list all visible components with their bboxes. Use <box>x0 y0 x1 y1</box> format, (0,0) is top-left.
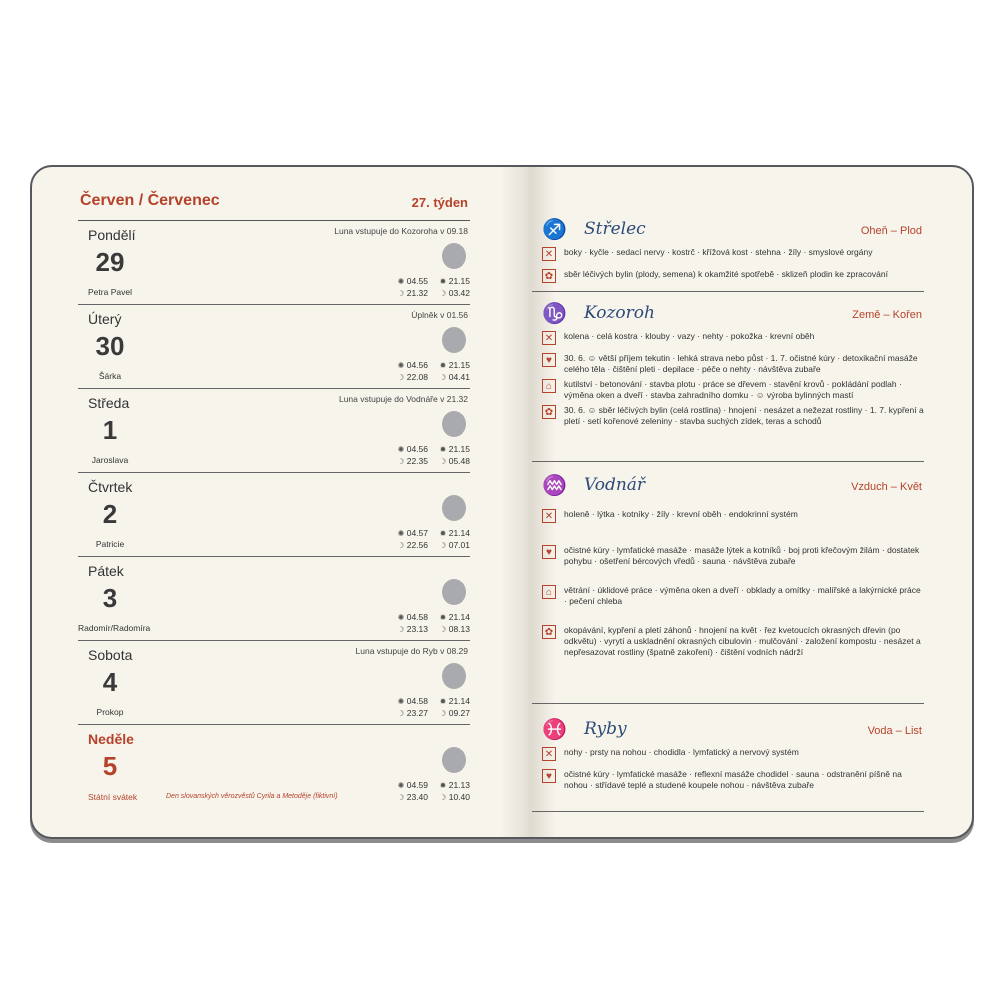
day-number: 1 <box>102 415 118 445</box>
zodiac-line-text: větrání · úklidové práce · výměna oken a dveří · obklady a omítky · malířské a lakýrnické práce · pečení chleba <box>564 585 921 606</box>
moonrise-time <box>430 288 470 298</box>
zodiac-line-text: nohy · prsty na nohou · chodidla · lymfatický a nervový systém <box>564 747 799 757</box>
moon-icon: ☽ <box>397 541 405 550</box>
sun-moon-times <box>388 612 470 636</box>
sun-moon-times <box>388 360 470 384</box>
moonrise-value: 08.13 <box>448 624 470 634</box>
zodiac-sign-icon: ♒ <box>542 475 567 497</box>
body-icon: ✕ <box>542 509 556 523</box>
sunset-value: 21.15 <box>448 360 470 370</box>
moonset-value: 22.08 <box>406 372 428 382</box>
sun-times-row <box>388 444 470 456</box>
holiday-label: Státní svátek <box>88 792 138 802</box>
moon-times-row <box>388 372 470 384</box>
sun-moon-times <box>388 696 470 720</box>
sun-icon: ✹ <box>439 529 447 538</box>
day-entry <box>78 641 470 725</box>
sunrise-value: 04.55 <box>406 276 428 286</box>
moonrise-value: 03.42 <box>448 288 470 298</box>
day-name: Čtvrtek <box>88 479 133 495</box>
zodiac-title <box>532 219 924 243</box>
sun-moon-times <box>388 444 470 468</box>
sunrise-time <box>388 360 428 370</box>
moonrise-time <box>430 456 470 466</box>
moon-icon: ☽ <box>439 289 447 298</box>
day-entry <box>78 725 470 808</box>
moonrise-time <box>430 540 470 550</box>
zodiac-line <box>542 353 924 375</box>
sunrise-time <box>388 780 428 790</box>
name-day: Šárka <box>98 371 122 381</box>
zodiac-line <box>542 585 924 607</box>
moon-times-row <box>388 624 470 636</box>
full-moon-icon <box>442 411 466 437</box>
moon-icon: ☽ <box>397 709 405 718</box>
house-icon: ⌂ <box>542 379 556 393</box>
day-name: Sobota <box>88 647 133 663</box>
moonrise-value: 07.01 <box>448 540 470 550</box>
moonrise-value: 05.48 <box>448 456 470 466</box>
sunrise-value: 04.59 <box>406 780 428 790</box>
zodiac-line-text: 30. 6. ☺ sběr léčivých bylin (celá rostlina) · hnojení · nesázet a nežezat rostliny · 1. 7. kypření a pletí · setí kořenové zeleniny · stavba suchých zídek, teras a schodů <box>564 405 924 426</box>
sunset-value: 21.13 <box>448 780 470 790</box>
sun-icon: ✺ <box>397 361 405 370</box>
moon-icon: ☽ <box>439 457 447 466</box>
moonset-value: 22.56 <box>406 540 428 550</box>
day-entry <box>78 221 470 305</box>
day-number: 5 <box>102 751 118 781</box>
zodiac-sign-icon: ♑ <box>542 303 567 325</box>
sunrise-value: 04.58 <box>406 612 428 622</box>
day-name: Pondělí <box>88 227 136 243</box>
moonset-time <box>388 372 428 382</box>
sun-times-row <box>388 780 470 792</box>
day-name: Pátek <box>88 563 124 579</box>
moonset-value: 23.40 <box>406 792 428 802</box>
moon-icon: ☽ <box>439 373 447 382</box>
day-entry <box>78 557 470 641</box>
sun-icon: ✺ <box>397 613 405 622</box>
moon-note: Úplněk v 01.56 <box>411 310 468 320</box>
sun-icon: ✺ <box>397 529 405 538</box>
body-icon: ✕ <box>542 747 556 761</box>
zodiac-element: Voda – List <box>867 725 922 737</box>
sunset-time <box>430 612 470 622</box>
moon-icon: ☽ <box>439 625 447 634</box>
care-icon: ♥ <box>542 353 556 367</box>
sun-icon: ✹ <box>439 361 447 370</box>
zodiac-name: Ryby <box>584 719 627 739</box>
sun-times-row <box>388 276 470 288</box>
sunset-time <box>430 276 470 286</box>
moonset-value: 23.13 <box>406 624 428 634</box>
sun-icon: ✹ <box>439 445 447 454</box>
sunset-time <box>430 780 470 790</box>
moon-note: Luna vstupuje do Vodnáře v 21.32 <box>338 394 468 404</box>
moon-icon: ☽ <box>397 625 405 634</box>
day-name: Neděle <box>88 731 134 747</box>
day-name: Středa <box>88 395 130 411</box>
zodiac-line <box>542 269 924 287</box>
holiday-note: Den slovanských věrozvěstů Cyrila a Metoděje (fiktivní) <box>166 793 338 800</box>
sun-times-row <box>388 528 470 540</box>
zodiac-line <box>542 625 924 658</box>
moon-times-row <box>388 540 470 552</box>
sunrise-time <box>388 696 428 706</box>
zodiac-line <box>542 747 924 765</box>
sun-icon: ✺ <box>397 697 405 706</box>
moonrise-time <box>430 372 470 382</box>
day-number: 2 <box>102 499 118 529</box>
sun-times-row <box>388 360 470 372</box>
house-icon: ⌂ <box>542 585 556 599</box>
moon-times-row <box>388 792 470 804</box>
sunrise-value: 04.56 <box>406 444 428 454</box>
full-moon-icon <box>442 495 466 521</box>
body-icon: ✕ <box>542 247 556 261</box>
sunset-time <box>430 528 470 538</box>
zodiac-element: Země – Kořen <box>852 309 922 321</box>
zodiac-line-text: kutilství · betonování · stavba plotu · práce se dřevem · stavění krovů · pokládání podlah · výměna oken a dveří · stavba zahradního domku · ☺ výroba bylinných mastí <box>564 379 902 400</box>
zodiac-line-text: očistné kúry · lymfatické masáže · reflexní masáže chodidel · sauna · odstranění píšně na nohou · střídavé teplé a studené koupele nohou · návštěva zubaře <box>564 769 902 790</box>
moon-times-row <box>388 456 470 468</box>
moon-note: Luna vstupuje do Kozoroha v 09.18 <box>334 226 468 236</box>
moonset-value: 22.35 <box>406 456 428 466</box>
zodiac-line-text: 30. 6. ☺ větší příjem tekutin · lehká strava nebo půst · 1. 7. očistné kúry · detoxikační masáže celého těla · čištění pleti · depilace · péče o nehty · návštěva zubaře <box>564 353 918 374</box>
zodiac-name: Kozoroh <box>584 303 655 323</box>
planner-spread <box>30 165 974 839</box>
sunrise-time <box>388 444 428 454</box>
name-day: Jaroslava <box>91 455 129 465</box>
day-entry <box>78 305 470 389</box>
day-entry <box>78 389 470 473</box>
moonset-value: 23.27 <box>406 708 428 718</box>
sun-icon: ✹ <box>439 697 447 706</box>
zodiac-line <box>542 769 924 791</box>
moonset-time <box>388 708 428 718</box>
zodiac-element: Vzduch – Květ <box>851 481 922 493</box>
zodiac-line <box>542 379 924 401</box>
moonset-time <box>388 288 428 298</box>
sun-icon: ✹ <box>439 781 447 790</box>
zodiac-line <box>542 405 924 427</box>
zodiac-title <box>532 303 924 327</box>
sun-icon: ✺ <box>397 781 405 790</box>
moon-times-row <box>388 288 470 300</box>
moon-icon: ☽ <box>439 709 447 718</box>
moonset-value: 21.32 <box>406 288 428 298</box>
sunset-value: 21.14 <box>448 696 470 706</box>
zodiac-line <box>542 331 924 349</box>
zodiac-line-text: boky · kyčle · sedací nervy · kostrč · křížová kost · stehna · žíly · smyslové orgány <box>564 247 873 257</box>
sunset-value: 21.15 <box>448 444 470 454</box>
page-header <box>78 190 470 221</box>
sunset-time <box>430 444 470 454</box>
name-day: Petra Pavel <box>88 287 132 297</box>
day-number: 4 <box>102 667 118 697</box>
zodiac-section <box>532 219 924 292</box>
zodiac-section <box>532 303 924 462</box>
sunrise-value: 04.58 <box>406 696 428 706</box>
sun-moon-times <box>388 528 470 552</box>
moonrise-value: 10.40 <box>448 792 470 802</box>
sun-icon: ✹ <box>439 613 447 622</box>
sun-times-row <box>388 696 470 708</box>
care-icon: ♥ <box>542 769 556 783</box>
month-title: Červen / Červenec <box>80 192 220 209</box>
moon-icon: ☽ <box>439 793 447 802</box>
sunset-value: 21.14 <box>448 528 470 538</box>
zodiac-line-text: kolena · celá kostra · klouby · vazy · nehty · pokožka · krevní oběh <box>564 331 815 341</box>
plant-icon: ✿ <box>542 269 556 283</box>
zodiac-line <box>542 247 924 265</box>
day-number: 3 <box>102 583 118 613</box>
zodiac-line-text: sběr léčivých bylin (plody, semena) k okamžité spotřebě · sklizeň plodin ke zpracování <box>564 269 888 279</box>
sunrise-time <box>388 528 428 538</box>
sun-moon-times <box>388 780 470 804</box>
sunset-time <box>430 360 470 370</box>
moonset-time <box>388 456 428 466</box>
sunrise-value: 04.56 <box>406 360 428 370</box>
moonrise-time <box>430 624 470 634</box>
name-day: Prokop <box>96 707 124 717</box>
body-icon: ✕ <box>542 331 556 345</box>
zodiac-line <box>542 545 924 567</box>
sunrise-time <box>388 276 428 286</box>
moonset-time <box>388 624 428 634</box>
zodiac-section <box>532 719 924 812</box>
moonset-time <box>388 540 428 550</box>
zodiac-line <box>542 509 924 527</box>
sunrise-value: 04.57 <box>406 528 428 538</box>
sunset-value: 21.15 <box>448 276 470 286</box>
day-number: 29 <box>95 247 125 277</box>
sun-moon-times <box>388 276 470 300</box>
week-number: 27. týden <box>411 195 468 210</box>
moon-icon: ☽ <box>439 541 447 550</box>
moon-note: Luna vstupuje do Ryb v 08.29 <box>355 646 468 656</box>
sun-icon: ✺ <box>397 277 405 286</box>
moonrise-value: 04.41 <box>448 372 470 382</box>
day-entry <box>78 473 470 557</box>
moonset-time <box>388 792 428 802</box>
moonrise-time <box>430 708 470 718</box>
moon-icon: ☽ <box>397 373 405 382</box>
moon-icon: ☽ <box>397 289 405 298</box>
zodiac-title <box>532 719 924 743</box>
zodiac-line-text: očistné kúry · lymfatické masáže · masáže lýtek a kotníků · boj proti křečovým žilám · dostatek pohybu · ošetření bércových vředů · sauna · návštěva zubaře <box>564 545 920 566</box>
zodiac-name: Vodnář <box>584 475 646 495</box>
day-name: Úterý <box>88 311 122 327</box>
zodiac-line-text: okopávání, kypření a pletí záhonů · hnojení na květ · řez kvetoucích okrasných dřevin (po odkvětu) · vyrytí a uskladnění okrasných cibulovin · mulčování · založení kompostu · nesázet a nepřesazovat rostliny (špatně zakoření) · čištění vodních nádrží <box>564 625 921 657</box>
sunset-time <box>430 696 470 706</box>
plant-icon: ✿ <box>542 405 556 419</box>
zodiac-title <box>532 475 924 499</box>
sunset-value: 21.14 <box>448 612 470 622</box>
zodiac-sign-icon: ♐ <box>542 219 567 241</box>
full-moon-icon <box>442 579 466 605</box>
zodiac-line-text: holeně · lýtka · kotníky · žíly · krevní oběh · endokrinní systém <box>564 509 798 519</box>
name-day: Patricie <box>95 539 125 549</box>
full-moon-icon <box>442 243 466 269</box>
full-moon-icon <box>442 747 466 773</box>
full-moon-icon <box>442 663 466 689</box>
moon-times-row <box>388 708 470 720</box>
sun-icon: ✹ <box>439 277 447 286</box>
sun-times-row <box>388 612 470 624</box>
sunrise-time <box>388 612 428 622</box>
day-number: 30 <box>95 331 125 361</box>
moonrise-value: 09.27 <box>448 708 470 718</box>
plant-icon: ✿ <box>542 625 556 639</box>
moon-icon: ☽ <box>397 793 405 802</box>
zodiac-element: Oheň – Plod <box>860 225 922 237</box>
zodiac-section <box>532 475 924 704</box>
full-moon-icon <box>442 327 466 353</box>
zodiac-name: Střelec <box>584 219 646 239</box>
sun-icon: ✺ <box>397 445 405 454</box>
moon-icon: ☽ <box>397 457 405 466</box>
name-day: Radomír/Radomíra <box>78 623 151 633</box>
care-icon: ♥ <box>542 545 556 559</box>
zodiac-sign-icon: ♓ <box>542 719 567 741</box>
moonrise-time <box>430 792 470 802</box>
left-page <box>78 190 470 808</box>
